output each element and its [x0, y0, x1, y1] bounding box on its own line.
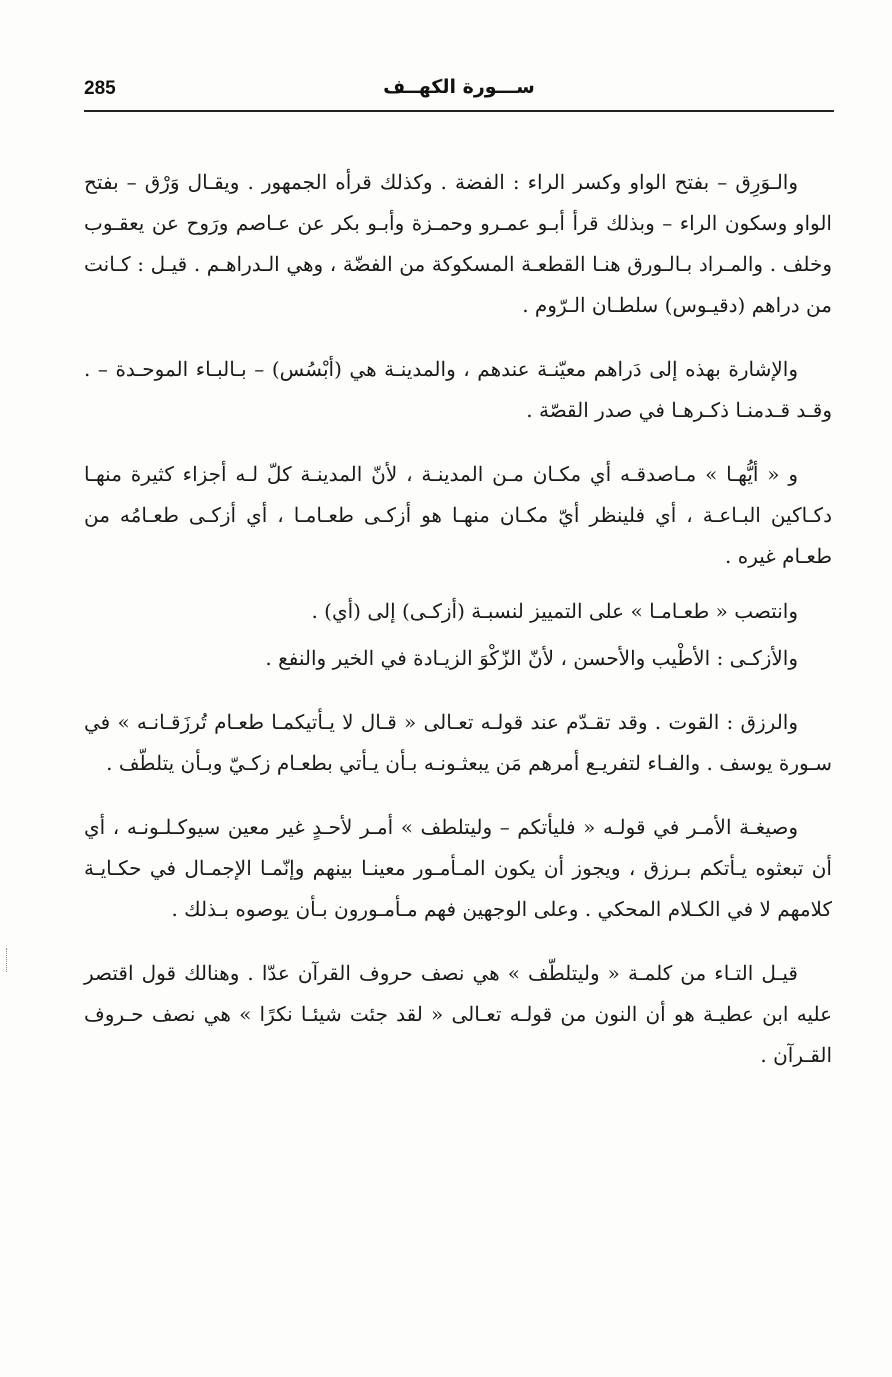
paragraph-1: والـوَرِق – بفتح الواو وكسر الراء : الفضة . وكذلك قرأه الجمهور . ويقـال وَرْق – بفتح الواو وسكون الراء – وبذلك قرأ أبـو عمـرو وحمـزة وأبـو بكر عن عـاصم ورَوح عن يعقـوب وخلف . والمـراد بـالـورق هنـا القطعـة المسكوكة من الفضّة ، وهي الـدراهـم . قيـل : كـانت من دراهم (دقيـوس) سلطـان الـرّوم .	[84, 170, 832, 317]
paragraph-6: والرزق : القوت . وقد تقـدّم عند قولـه تعـالى « قـال لا يـأتيكمـا طعـام تُرزَقـانـه » في سـورة يوسف . والفـاء لتفريـع أمرهم مَن يبعثـونـه بـأن يـأتي بطعـام زكـيّ وبـأن يتلطّف .	[84, 710, 832, 775]
running-title: ســـورة الكهــف	[383, 76, 535, 98]
paragraph-4: وانتصب « طعـامـا » على التمييز لنسبـة (أزكـى) إلى (أي) .	[311, 599, 798, 623]
paragraph-3: و « أيُّهـا » مـاصدقـه أي مكـان مـن المدينـة ، لأنّ المدينـة كلّ لـه أجزاء كثيرة منهـا دكـاكين البـاعـة ، أي فلينظر أيّ مكـان منهـا هو أزكـى طعـامـا ، أي أزكـى طعـامُه من طعـام غيره .	[84, 462, 832, 568]
paragraph-8: قيـل التـاء من كلمـة « وليتلطّف » هي نصف حروف القرآن عدّا . وهنالك قول اقتصر عليه ابن عطيـة هو أن النون من قولـه تعـالى « لقد جئت شيئـا نكرًا » هي نصف حـروف القـرآن .	[84, 961, 832, 1067]
page-header	[84, 78, 832, 112]
body-text	[84, 162, 832, 1076]
paragraph-2: والإشارة بهذه إلى دَراهم معيّنـة عندهم ، والمدينـة هي (أبْسُس) – بـالبـاء الموحـدة – . وقـد قـدمنـا ذكـرهـا في صدر القصّة .	[84, 357, 832, 422]
paragraph-7: وصيغـة الأمـر في قولـه « فليأتكم – وليتلطف » أمـر لأحـدٍ غير معين سيوكـلـونـه ، أي أن تبعثوه يـأتكم بـرزق ، ويجوز أن يكون المـأمـور معينـا بينهم وإنّمـا الإجمـال في حكـايـة كلامهم لا في الكـلام المحكي . وعلى الوجهين فهم مـأمـورون بـأن يوصوه بـذلك .	[84, 815, 832, 921]
margin-dotted-mark	[6, 948, 7, 972]
paragraph-5: والأزكـى : الأطْيب والأحسن ، لأنّ الزّكْوَ الزيـادة في الخير والنفع .	[265, 646, 798, 670]
page-number: 285	[84, 78, 116, 99]
header-rule	[84, 110, 834, 112]
